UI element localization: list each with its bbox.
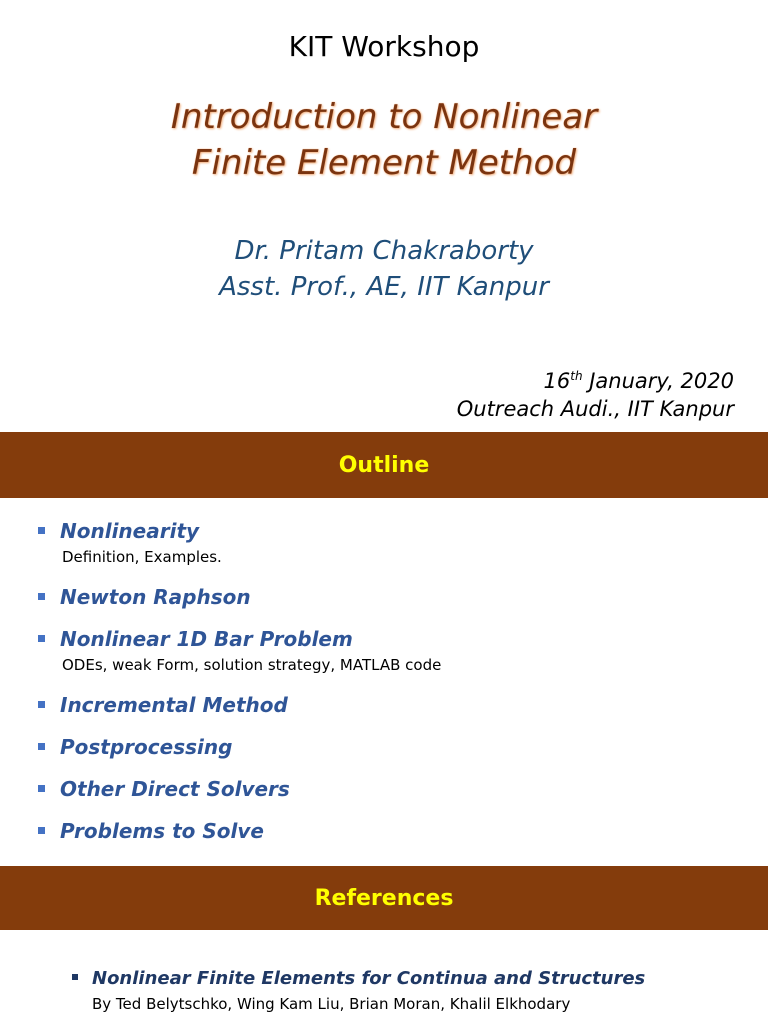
- references-list: [72, 965, 752, 1015]
- bullet-icon: [38, 743, 45, 750]
- title-line-2: Finite Element Method: [191, 143, 577, 183]
- event-info: [457, 362, 734, 423]
- list-item: [38, 689, 738, 721]
- list-item: [38, 731, 738, 763]
- outline-item-label: Other Direct Solvers: [60, 777, 290, 801]
- bullet-icon: [38, 635, 45, 642]
- author-name: Dr. Pritam Chakraborty: [234, 236, 534, 266]
- outline-item-label: Nonlinearity: [60, 519, 200, 543]
- references-banner: [0, 866, 768, 930]
- event-date: [457, 362, 734, 395]
- outline-item-detail: Definition, Examples.: [62, 548, 222, 566]
- reference-authors: By Ted Belytschko, Wing Kam Liu, Brian Moran, Khalil Elkhodary: [92, 995, 571, 1013]
- outline-item-label: Nonlinear 1D Bar Problem: [60, 627, 353, 651]
- reference-title: Nonlinear Finite Elements for Continua and Structures: [92, 968, 646, 989]
- bullet-icon: [38, 785, 45, 792]
- outline-item-label: Incremental Method: [60, 693, 288, 717]
- bullet-icon: [38, 827, 45, 834]
- date-rest: January, 2020: [582, 369, 734, 393]
- list-item: [38, 773, 738, 805]
- list-item: [38, 515, 738, 567]
- reference-item: [72, 965, 752, 1015]
- references-heading: References: [314, 885, 454, 911]
- date-day: 16: [543, 369, 571, 393]
- outline-banner: [0, 432, 768, 498]
- outline-item-label: Postprocessing: [60, 735, 233, 759]
- workshop-label: KIT Workshop: [288, 30, 480, 63]
- date-suffix: th: [570, 369, 583, 383]
- outline-list: [38, 515, 738, 847]
- event-venue: Outreach Audi., IIT Kanpur: [456, 397, 734, 421]
- outline-heading: Outline: [338, 452, 430, 478]
- bullet-icon: [72, 974, 78, 980]
- author-affiliation: Asst. Prof., AE, IIT Kanpur: [219, 272, 549, 302]
- bullet-icon: [38, 593, 45, 600]
- list-item: [38, 815, 738, 847]
- list-item: [38, 581, 738, 613]
- bullet-icon: [38, 527, 45, 534]
- bullet-icon: [38, 701, 45, 708]
- list-item: [38, 623, 738, 675]
- title-line-1: Introduction to Nonlinear: [170, 97, 598, 137]
- outline-item-detail: ODEs, weak Form, solution strategy, MATLAB code: [62, 656, 442, 674]
- outline-item-label: Newton Raphson: [60, 585, 251, 609]
- outline-item-label: Problems to Solve: [60, 819, 264, 843]
